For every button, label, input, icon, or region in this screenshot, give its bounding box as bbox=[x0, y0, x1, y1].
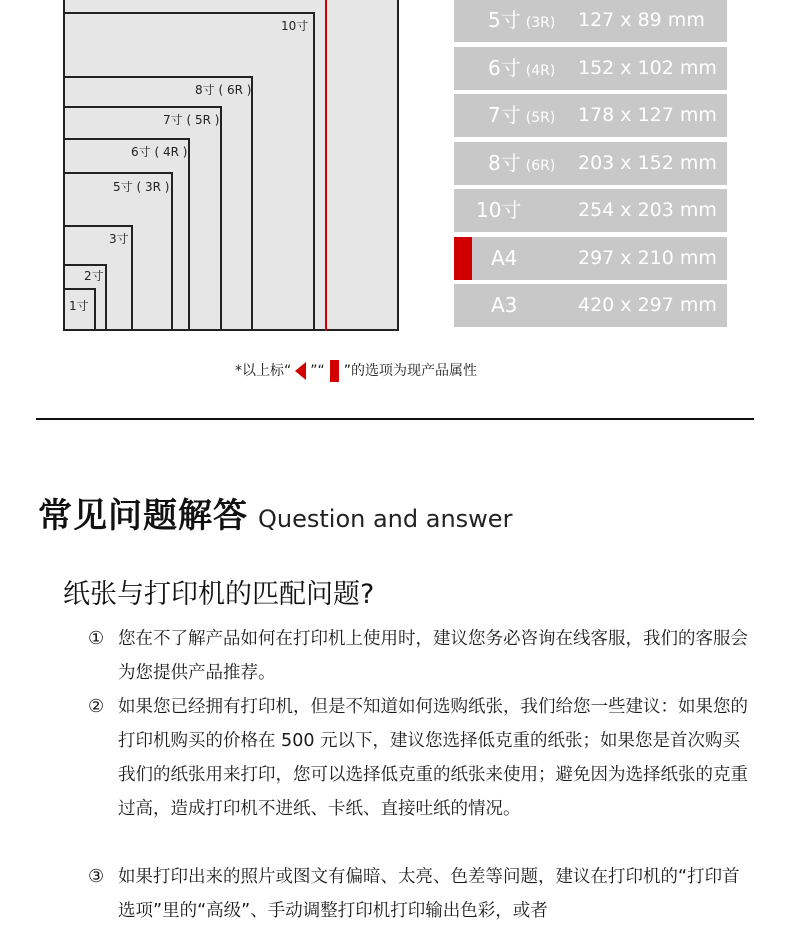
label-5: 5寸 ( 3R ) bbox=[113, 180, 170, 194]
label-3: 3寸 bbox=[109, 232, 129, 246]
size-dimensions: 420 x 297 mm bbox=[578, 294, 717, 316]
label-8: 8寸 ( 6R ) bbox=[195, 83, 252, 97]
red-triangle-icon bbox=[295, 362, 306, 380]
size-name bbox=[488, 142, 555, 185]
size-name-sub: (6R) bbox=[525, 157, 556, 174]
size-name bbox=[491, 284, 517, 327]
item-number: ③ bbox=[88, 866, 105, 887]
faq-item-2 bbox=[88, 690, 748, 826]
note-mid: ”“ bbox=[310, 363, 325, 379]
size-row bbox=[454, 237, 727, 280]
faq-title-en: Question and answer bbox=[258, 505, 513, 533]
size-dimensions: 203 x 152 mm bbox=[578, 151, 717, 174]
item-text: 如果打印出来的照片或图文有偏暗、太亮、色差等问题，建议在打印机的“打印首选项”里的“高级”、手动调整打印机打印输出色彩，或者 bbox=[118, 867, 740, 921]
label-10: 10寸 bbox=[281, 19, 309, 33]
size-dimensions: 254 x 203 mm bbox=[578, 199, 717, 221]
a4-marker-line bbox=[325, 0, 327, 331]
size-name-main: 5寸 bbox=[488, 8, 521, 32]
note-suffix: ”的选项为现产品属性 bbox=[343, 363, 478, 379]
size-dimensions: 178 x 127 mm bbox=[578, 104, 717, 126]
size-name-main: 10寸 bbox=[476, 198, 522, 222]
size-row bbox=[454, 189, 727, 232]
size-name-main: A3 bbox=[491, 293, 518, 317]
size-name-main: A4 bbox=[491, 245, 518, 270]
size-dimensions: 127 x 89 mm bbox=[578, 9, 705, 31]
faq-title bbox=[38, 488, 512, 537]
red-marker-icon bbox=[454, 237, 472, 280]
size-name bbox=[491, 237, 517, 280]
size-dimensions: 297 x 210 mm bbox=[578, 246, 717, 269]
faq-item-3 bbox=[88, 860, 748, 928]
size-name bbox=[488, 94, 555, 137]
size-name-sub: (4R) bbox=[525, 62, 556, 79]
item-text: 如果您已经拥有打印机，但是不知道如何选购纸张，我们给您一些建议：如果您的打印机购买的价格在 500 元以下，建议您选择低克重的纸张；如果您是首次购买我们的纸张用来打印，您可以选择低克重的纸张来使用；避免因为选择纸张的克重过高，造成打印机不进纸、卡纸、直接吐纸的情况。 bbox=[118, 697, 748, 819]
size-row bbox=[454, 47, 727, 90]
item-text: 您在不了解产品如何在打印机上使用时，建议您务必咨询在线客服，我们的客服会为您提供产品推荐。 bbox=[118, 629, 748, 683]
size-name bbox=[488, 0, 555, 42]
label-2: 2寸 bbox=[84, 269, 104, 283]
size-name bbox=[476, 189, 521, 232]
paper-size-diagram bbox=[0, 0, 420, 340]
size-name-main: 8寸 bbox=[488, 150, 521, 175]
label-7: 7寸 ( 5R ) bbox=[163, 113, 220, 127]
size-row bbox=[454, 94, 727, 137]
size-name-main: 7寸 bbox=[488, 103, 521, 127]
size-row bbox=[454, 284, 727, 327]
label-1: 1寸 bbox=[69, 299, 89, 313]
size-name-sub: (5R) bbox=[525, 110, 556, 126]
faq-item-1 bbox=[88, 622, 748, 690]
item-number: ② bbox=[88, 696, 105, 717]
size-name-main: 6寸 bbox=[488, 55, 521, 80]
faq-title-cn: 常见问题解答 bbox=[38, 496, 248, 536]
size-dimensions: 152 x 102 mm bbox=[578, 56, 717, 79]
question-heading: 纸张与打印机的匹配问题? bbox=[63, 579, 375, 610]
note-prefix: *以上标“ bbox=[235, 363, 292, 379]
size-row bbox=[454, 142, 727, 185]
red-bar-icon bbox=[330, 360, 339, 382]
item-number: ① bbox=[88, 628, 105, 649]
size-name-sub: (3R) bbox=[525, 15, 556, 31]
label-6: 6寸 ( 4R ) bbox=[131, 145, 188, 159]
size-name bbox=[488, 47, 555, 90]
section-divider bbox=[36, 418, 754, 420]
legend-note bbox=[235, 360, 477, 382]
size-row bbox=[454, 0, 727, 42]
